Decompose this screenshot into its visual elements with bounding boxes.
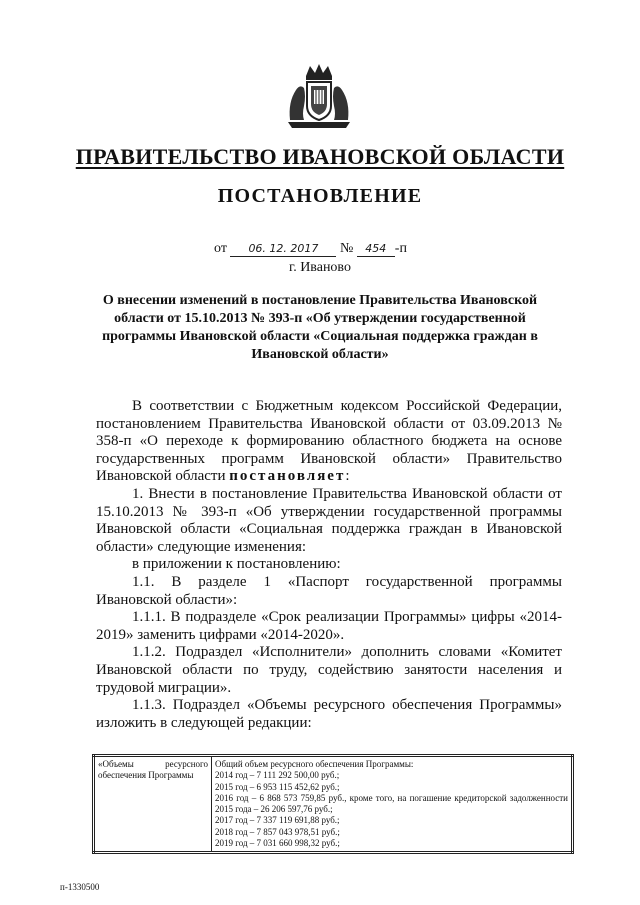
number-prefix: № [339, 241, 354, 256]
document-body [96, 398, 562, 732]
table-line: 2016 год – 6 868 573 759,85 руб., кроме того, на погашение кредиторской задолженности 2015 года – 26 206 597,76 руб.; [215, 792, 568, 815]
resources-table [92, 754, 574, 854]
table-label-cell: «Объемы ресурсного обеспечения Программы [94, 756, 212, 853]
decree-word: постановляет [229, 468, 346, 485]
paragraph-1-1: 1.1. В разделе 1 «Паспорт государственной программы Ивановской области»: [96, 573, 562, 608]
table-line: 2014 год – 7 111 292 500,00 руб.; [215, 770, 340, 781]
date-prefix: от [214, 241, 227, 256]
number-suffix: -п [394, 241, 407, 256]
footer-code: п-1330500 [60, 882, 100, 892]
table-line: 2019 год – 7 031 660 998,32 руб.; [215, 838, 340, 849]
city: г. Иваново [289, 260, 351, 275]
coat-of-arms-icon [284, 62, 354, 130]
number-field: 454 [357, 242, 395, 257]
date-field: 06. 12. 2017 [230, 242, 336, 257]
table-line: 2015 год – 6 953 115 452,62 руб.; [215, 781, 340, 792]
paragraph-preamble: В соответствии с Бюджетным кодексом Российской Федерации, постановлением Правительства Ивановской области от 03.09.2013 № 358-п «О переходе к формированию областного бюджета на основе государственных программ Ивановской области» Правительство Ивановской области постановляет: [96, 398, 562, 485]
paragraph-annex: в приложении к постановлению: [132, 556, 341, 573]
table-line: 2018 год – 7 857 043 978,51 руб.; [215, 826, 340, 837]
table-value-cell [212, 756, 573, 853]
paragraph-1: 1. Внести в постановление Правительства Ивановской области от 15.10.2013 № 393-п «Об утверждении государственной программы Ивановской области «Социальная поддержка граждан в Ивановской области» следующие изменения: [96, 485, 562, 555]
paragraph-1-1-1: 1.1.1. В подразделе «Срок реализации Программы» цифры «2014-2019» заменить цифрами «2014-2020». [96, 609, 562, 643]
table-line: Общий объем ресурсного обеспечения Программы: [215, 759, 414, 769]
organization-title: ПРАВИТЕЛЬСТВО ИВАНОВСКОЙ ОБЛАСТИ [75, 144, 565, 169]
table-line: 2017 год – 7 337 119 691,88 руб.; [215, 815, 340, 826]
paragraph-1-1-2: 1.1.2. Подраздел «Исполнители» дополнить словами «Комитет Ивановской области по труду, содействию занятости населения и трудовой миграции». [96, 644, 562, 696]
document-type: ПОСТАНОВЛЕНИЕ [217, 185, 423, 207]
date-number-line [214, 241, 407, 257]
subject-heading: О внесении изменений в постановление Правительства Ивановской области от 15.10.2013 № 393-п «Об утверждении государственной программы Ивановской области «Социальная поддержка граждан в Ивановской области» [102, 293, 538, 362]
paragraph-1-1-3: 1.1.3. Подраздел «Объемы ресурсного обеспечения Программы» изложить в следующей редакции: [96, 697, 562, 731]
table-row [94, 756, 573, 853]
